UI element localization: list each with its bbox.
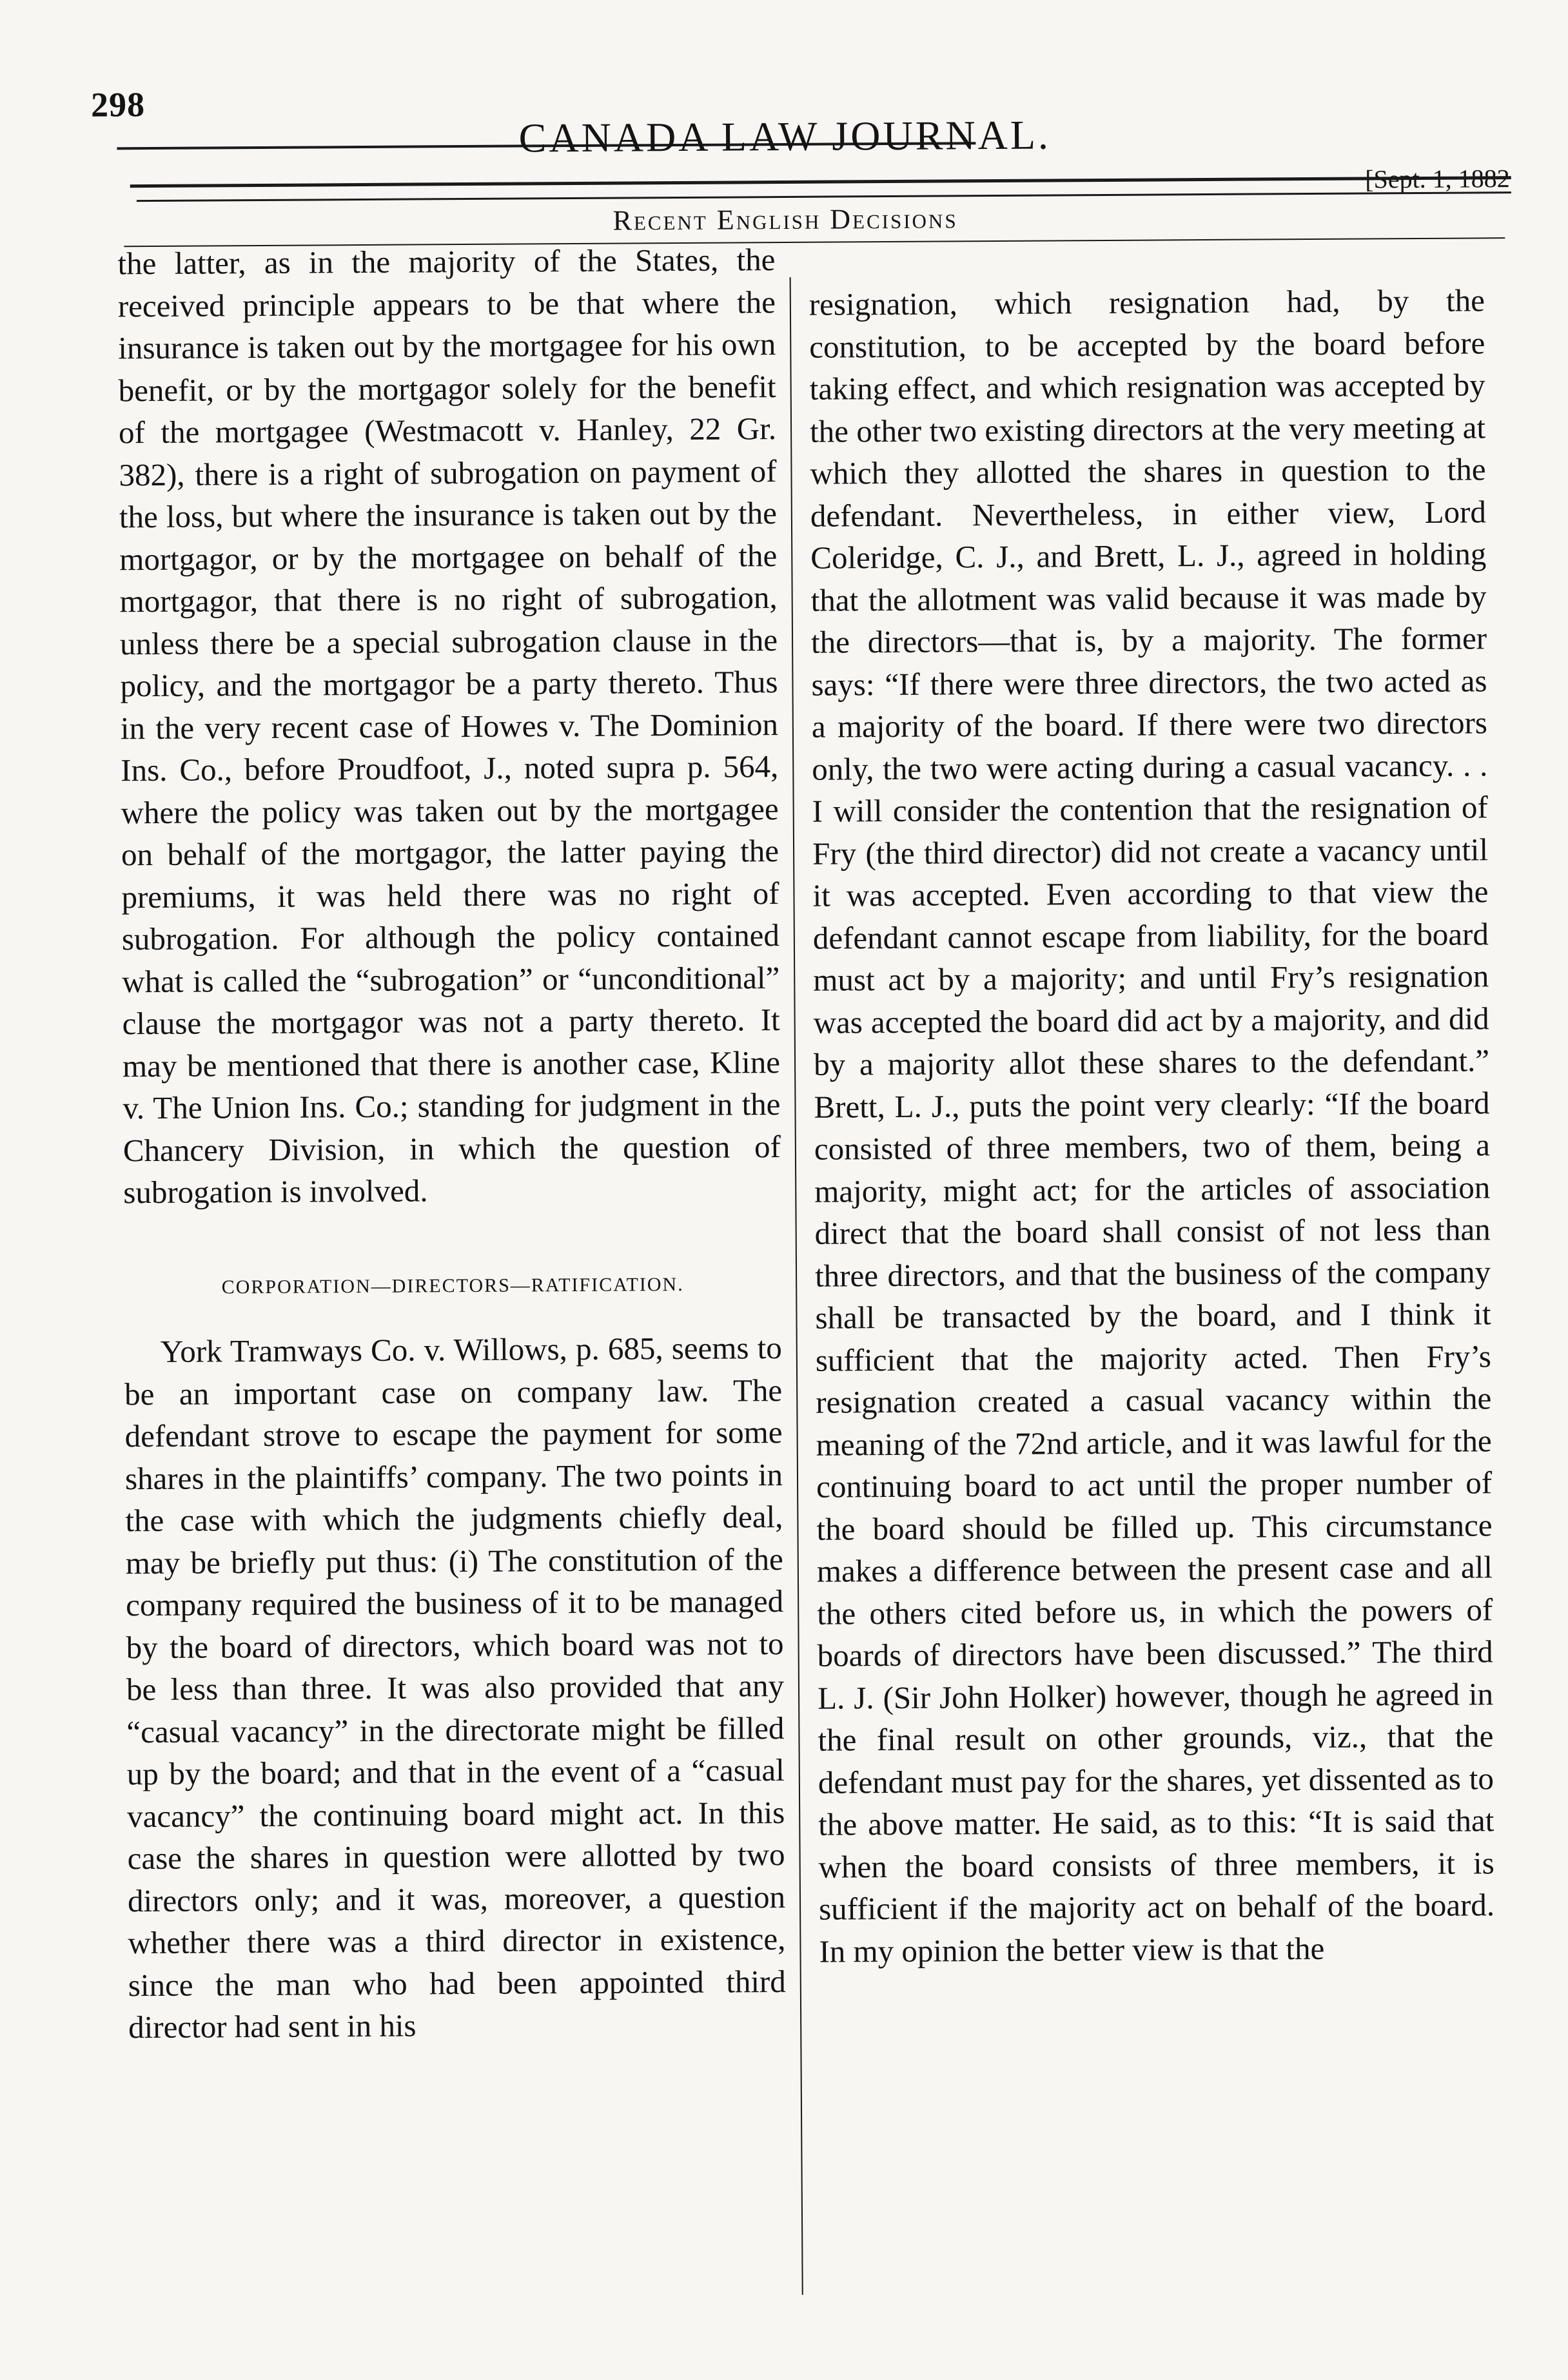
- left-column: [117, 239, 786, 2049]
- issue-date: [Sept. 1, 1882: [1365, 164, 1510, 194]
- right-paragraph-resignation: resignation, which resignation had, by the constitution, to be accepted by the board before taking effect, and which resignation was accepted by the other two existing directors at the very meeting at which they allotted the shares in question to the defendant. Nevertheless, in either view, Lord Coleridge, C. J., and Brett, L. J., agreed in holding that the allotment was valid because it was made by the directors—that is, by a majority. The former says: “If there were three directors, the two acted as a majority of the board. If there were two directors only, the two were acting during a casual vacancy. . . I will consider the contention that the resignation of Fry (the third director) did not create a vacancy until it was accepted. Even according to that view the defendant cannot escape from liability, for the board must act by a majority; and until Fry’s resignation was accepted the board did act by a majority, and did by a majority allot these shares to the defendant.” Brett, L. J., puts the point very clearly: “If the board consisted of three members, two of them, being a majority, might act; for the articles of association direct that the board shall consist of not less than three directors, and that the business of the company shall be transacted by the board, and I think it sufficient that the majority acted. Then Fry’s resignation created a casual vacancy within the meaning of the 72nd article, and it was lawful for the continuing board to act until the proper number of the board should be filled up. This circumstance makes a difference between the present case and all the others cited before us, in which the powers of boards of directors have been discussed.” The third L. J. (Sir John Holker) however, though he agreed in the final result on other grounds, viz., that the defendant must pay for the shares, yet dissented as to the above matter. He said, as to this: “It is said that when the board consists of three members, it is sufficient if the majority act on behalf of the board. In my opinion the better view is that the: [808, 282, 1495, 1969]
- left-paragraph-subrogation: the latter, as in the majority of the States, the received principle appears to be that where the insurance is taken out by the mortgagee for his own benefit, or by the mortgagor solely for the benefit of the mortgagee (Westmacott v. Hanley, 22 Gr. 382), there is a right of subrogation on payment of the loss, but where the insurance is taken out by the mortgagor, or by the mortgagee on behalf of the mortgagor, that there is no right of subrogation, unless there be a special subrogation clause in the policy, and the mortgagor be a party thereto. Thus in the very recent case of Howes v. The Dominion Ins. Co., before Proudfoot, J., noted supra p. 564, where the policy was taken out by the mortgagee on behalf of the mortgagor, the latter paying the premiums, it was held there was no right of subrogation. For although the policy contained what is called the “subrogation” or “unconditional” clause the mortgagor was not a party thereto. It may be mentioned that there is another case, Kline v. The Union Ins. Co.; standing for judgment in the Chancery Division, in which the question of subrogation is involved.: [117, 242, 781, 1211]
- section-title: Recent English Decisions: [612, 202, 958, 237]
- page-number: 298: [90, 85, 146, 124]
- right-column: [809, 279, 1495, 1972]
- column-divider: [790, 277, 803, 2295]
- journal-title: CANADA LAW JOURNAL.: [518, 112, 1052, 161]
- left-paragraph-york-tramways: York Tramways Co. v. Willows, p. 685, seems to be an important case on company law. The defendant strove to escape the payment for some shares in the plaintiffs’ company. The two points in the case with which the judgments chiefly deal, may be briefly put thus: (i) The constitution of the company required the business of it to be managed by the board of directors, which board was not to be less than three. It was also provided that any “casual vacancy” in the directorate might be filled up by the board; and that in the event of a “casual vacancy” the continuing board might act. In this case the shares in question were allotted by two directors only; and it was, moreover, a question whether there was a third director in existence, since the man who had been appointed third director had sent in his: [124, 1330, 786, 2045]
- header-rule-double-upper: [130, 176, 1511, 188]
- subheading-corporation-directors: CORPORATION—DIRECTORS—RATIFICATION.: [221, 1273, 684, 1298]
